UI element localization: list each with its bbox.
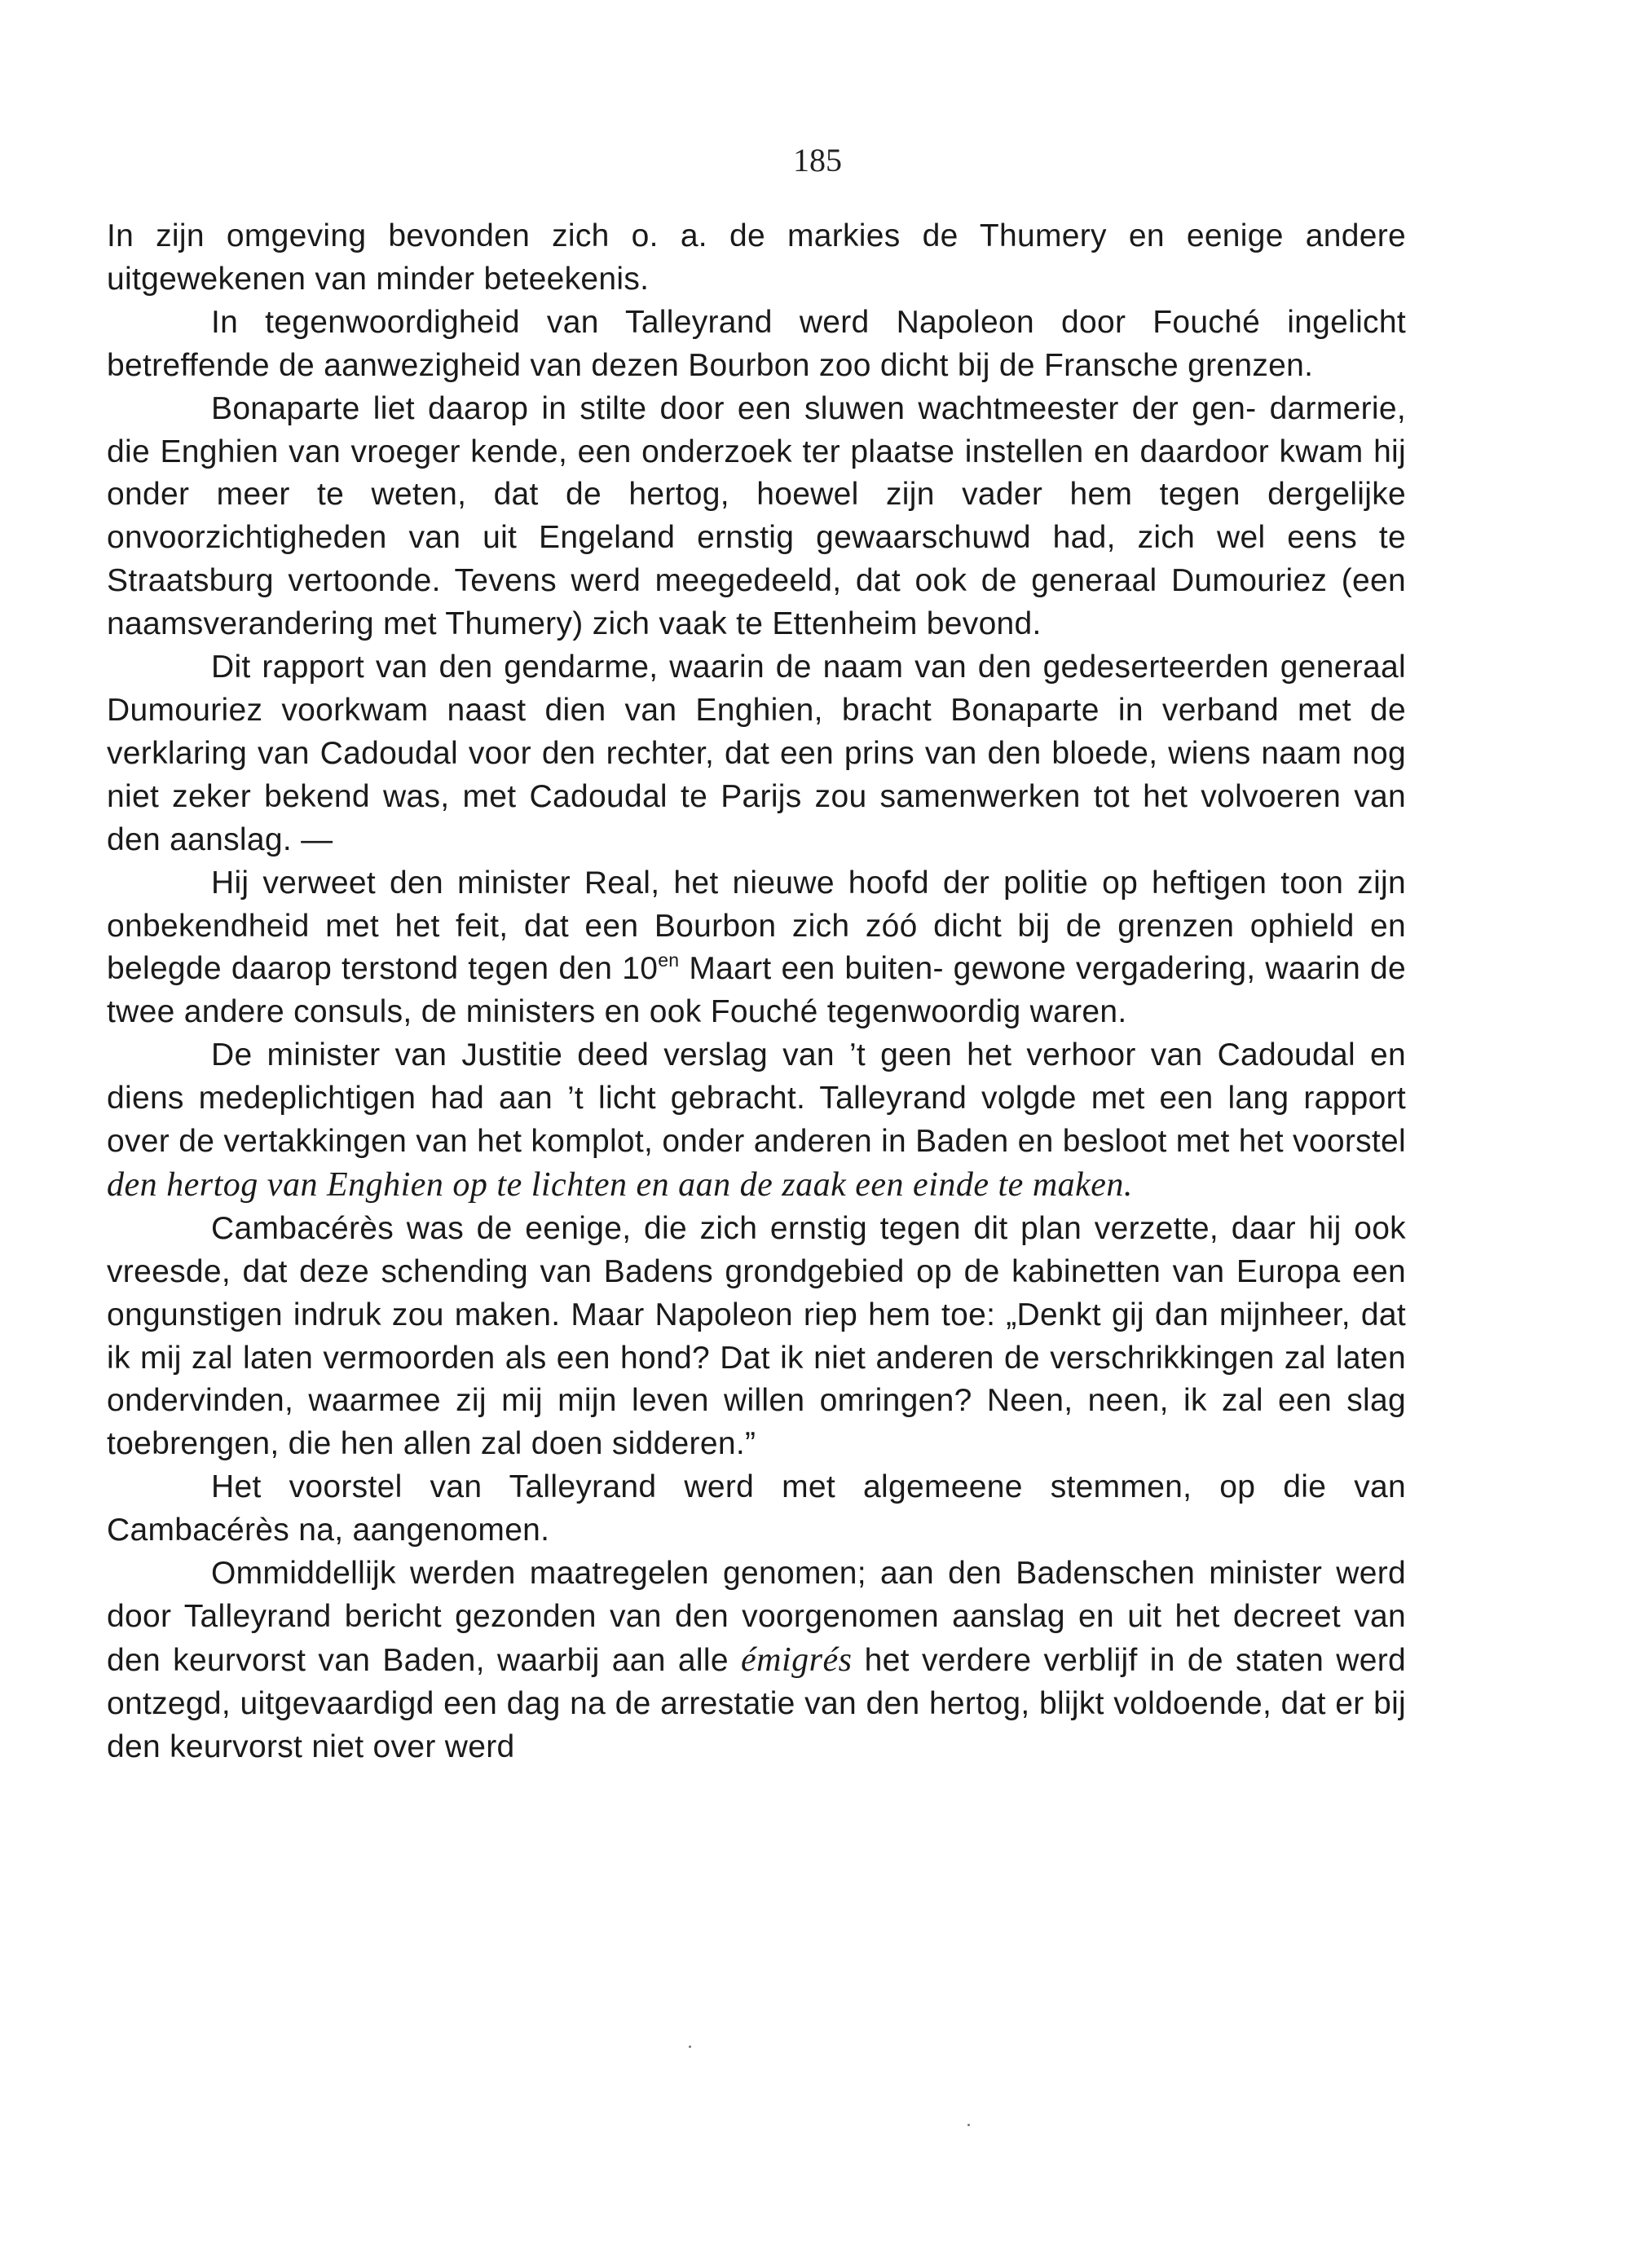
paragraph	[107, 646, 1406, 862]
paragraph	[107, 215, 1406, 302]
scan-speck	[689, 2046, 691, 2048]
paragraph	[107, 1466, 1406, 1552]
text-run: Maart een buiten- gewone vergadering, waarin de twee andere consuls, de ministers en ook Fouché tegenwoordig waren.	[107, 951, 1406, 1030]
text-run: Ommiddellijk werden maatregelen genomen; aan den Badenschen minister werd door Talleyrand bericht gezonden van den voorgenomen aanslag en uit het decreet van den keurvorst van Baden, waarbij aan alle	[107, 1556, 1406, 1678]
text-run: In tegenwoordigheid van Talleyrand werd Napoleon door Fouché ingelicht betreffende de aanwezigheid van dezen Bourbon zoo dicht bij de Fransche grenzen.	[107, 304, 1406, 383]
text-run: Dit rapport van den gendarme, waarin de naam van den gedeserteerden generaal Dumouriez voorkwam naast dien van Enghien, bracht Bonaparte in verband met de verklaring van Cadoudal voor den rechter, dat een prins van den bloede, wiens naam nog niet zeker bekend was, met Cadoudal te Parijs zou samenwerken tot het volvoeren van den aanslag. —	[107, 650, 1406, 857]
page-number: 185	[793, 142, 842, 178]
text-run: Hij verweet den minister Real, het nieuwe hoofd der politie op heftigen toon zijn onbekendheid met het feit, dat een Bourbon zich zóó dicht bij de grenzen ophield en belegde daarop terstond tegen den 10	[107, 865, 1406, 987]
paragraph	[107, 1034, 1406, 1208]
body-text	[107, 215, 1406, 1769]
text-run: Bonaparte liet daarop in stilte door een sluwen wachtmeester der gen- darmerie, die Enghien van vroeger kende, een onderzoek ter plaatse instellen en daardoor kwam hij onder meer te weten, dat de hertog, hoewel zijn vader hem tegen dergelijke onvoorzichtigheden van uit Engeland ernstig gewaarschuwd had, zich wel eens te Straatsburg vertoonde. Tevens werd meegedeeld, dat ook de generaal Dumouriez (een naamsverandering met Thumery) zich vaak te Ettenheim bevond.	[107, 390, 1406, 642]
paragraph	[107, 302, 1406, 388]
text-run: het verdere verblijf in de staten werd ontzegd, uitgevaardigd een dag na de arrestatie van den hertog, blijkt voldoende, dat er bij den keurvorst niet over werd	[107, 1642, 1406, 1764]
text-run: Het voorstel van Talleyrand werd met algemeene stemmen, op die van Cambacérès na, aangenomen.	[107, 1469, 1406, 1548]
italic-text: émigrés	[741, 1640, 853, 1679]
italic-text: den hertog van Enghien op te lichten en aan de zaak een einde te maken.	[107, 1165, 1133, 1204]
scan-speck	[967, 2124, 970, 2126]
superscript-text: en	[658, 949, 680, 971]
paragraph	[107, 1552, 1406, 1769]
text-run: In zijn omgeving bevonden zich o. a. de markies de Thumery en eenige andere uitgewekenen van minder beteekenis.	[107, 218, 1406, 297]
paragraph	[107, 388, 1406, 646]
text-run: De minister van Justitie deed verslag van ’t geen het verhoor van Cadoudal en diens medeplichtigen had aan ’t licht gebracht. Talleyrand volgde met een lang rapport over de vertakkingen van het komplot, onder anderen in Baden en besloot met het voorstel	[107, 1037, 1406, 1160]
paragraph	[107, 862, 1406, 1035]
text-run: Cambacérès was de eenige, die zich ernstig tegen dit plan verzette, daar hij ook vreesde, dat deze schending van Badens grondgebied op de kabinetten van Europa een ongunstigen indruk zou maken. Maar Napoleon riep hem toe: „Denkt gij dan mijnheer, dat ik mij zal laten vermoorden als een hond? Dat ik niet anderen de verschrikkingen zal laten ondervinden, waarmee zij mij mijn leven willen omringen? Neen, neen, ik zal een slag toebrengen, die hen allen zal doen sidderen.”	[107, 1210, 1406, 1462]
paragraph	[107, 1208, 1406, 1466]
